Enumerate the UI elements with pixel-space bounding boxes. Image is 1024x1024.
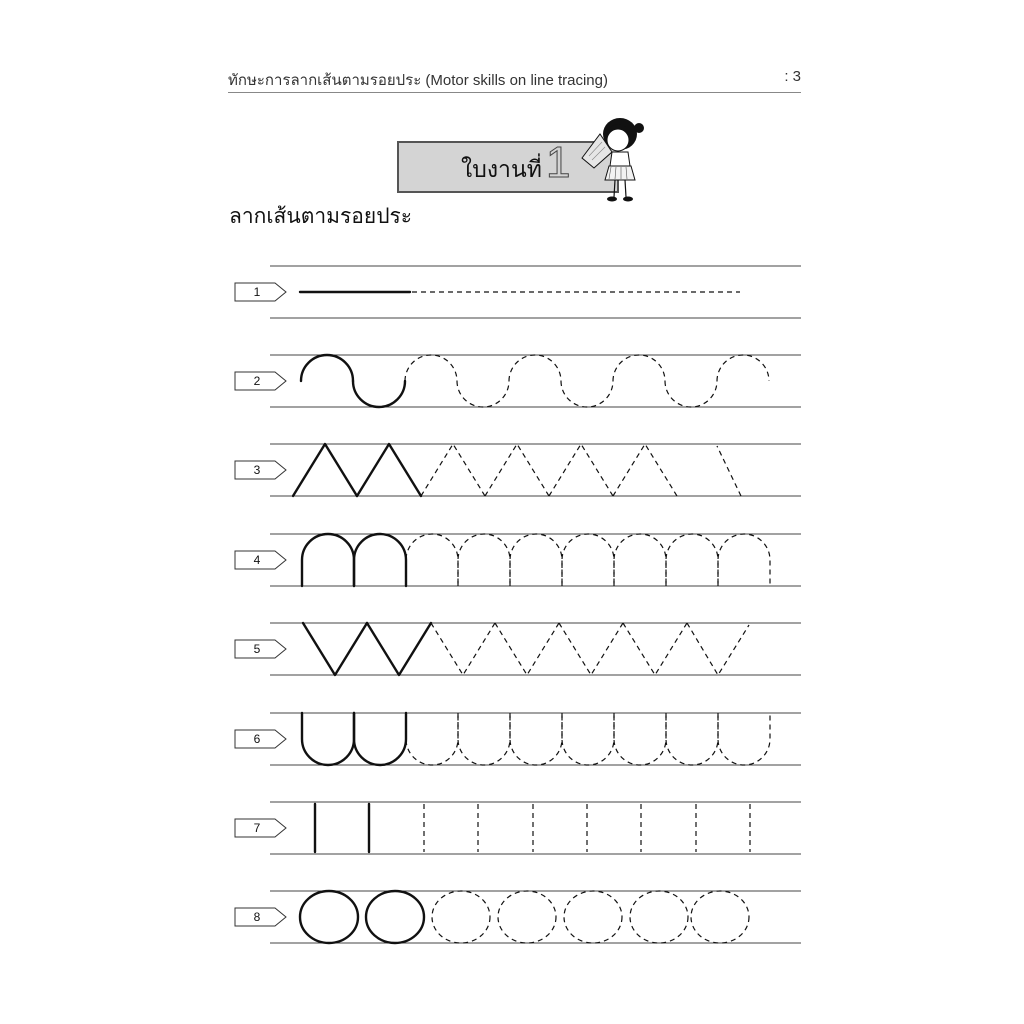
instruction-text: ลากเส้นตามรอยประ: [229, 204, 413, 228]
row-3-label: 3: [253, 463, 261, 477]
row-3-peak: [293, 444, 357, 496]
row-7-label: 7: [253, 821, 261, 835]
row-5-label-tag: [235, 640, 286, 658]
row-3-label-tag: [235, 461, 286, 479]
row-1-label: 1: [253, 285, 261, 299]
row-6-cup: [614, 713, 666, 765]
row-2-wave-segment: [301, 355, 353, 381]
row-2-label-tag: [235, 372, 286, 390]
row-2-wave-segment: [405, 355, 457, 381]
row-4-label: 4: [253, 553, 261, 567]
header-title-th: ทักษะการลากเส้นตามรอยประ: [228, 72, 422, 89]
row-2-wave-segment: [665, 381, 717, 407]
row-6-cup: [406, 713, 458, 765]
row-8-label-tag: [235, 908, 286, 926]
row-4-arch: [302, 534, 354, 586]
row-2-wave-segment: [613, 355, 665, 381]
row-4-arch: [666, 534, 718, 586]
row-2-wave-segment: [353, 381, 405, 407]
row-6-cup: [666, 713, 718, 765]
row-5-valley: [495, 623, 559, 675]
row-2-wave-segment: [509, 355, 561, 381]
row-6-cup: [302, 713, 354, 765]
row-8-circle: [630, 891, 688, 943]
row-5-valley: [687, 623, 749, 675]
page-number: : 3: [784, 68, 801, 85]
row-8-circle: [300, 891, 358, 943]
row-4-arch: [406, 534, 458, 586]
row-6-cup: [718, 713, 770, 765]
worksheet-number: 1: [546, 138, 571, 187]
row-5-valley: [559, 623, 623, 675]
row-6-label-tag: [235, 730, 286, 748]
row-3-peak: [485, 444, 549, 496]
row-6-cup: [354, 713, 406, 765]
row-4-arch: [614, 534, 666, 586]
row-3-peak: [421, 444, 485, 496]
row-8-circle: [432, 891, 490, 943]
row-4-arch: [562, 534, 614, 586]
row-2-wave-segment: [717, 355, 769, 381]
row-3-peak: [717, 446, 741, 496]
row-5-valley: [367, 623, 431, 675]
row-5-valley: [431, 623, 495, 675]
row-2-wave-segment: [561, 381, 613, 407]
worksheet-title: ใบงานที่: [461, 157, 542, 183]
row-8-circle: [498, 891, 556, 943]
row-6-cup: [510, 713, 562, 765]
row-3-peak: [549, 444, 613, 496]
row-8-circle: [691, 891, 749, 943]
row-5-label: 5: [253, 642, 261, 656]
row-8-label: 8: [253, 910, 261, 924]
row-7-label-tag: [235, 819, 286, 837]
row-3-peak: [613, 444, 677, 496]
row-4-label-tag: [235, 551, 286, 569]
row-2-wave-segment: [457, 381, 509, 407]
row-6-label: 6: [253, 732, 261, 746]
row-6-cup: [458, 713, 510, 765]
row-4-arch: [510, 534, 562, 586]
row-2-label: 2: [253, 374, 261, 388]
row-5-valley: [623, 623, 687, 675]
row-8-circle: [366, 891, 424, 943]
row-4-arch: [458, 534, 510, 586]
row-1-label-tag: [235, 283, 286, 301]
row-4-arch: [718, 534, 770, 586]
row-3-peak: [357, 444, 421, 496]
header-title-en: (Motor skills on line tracing): [425, 72, 608, 89]
row-4-arch: [354, 534, 406, 586]
row-6-cup: [562, 713, 614, 765]
row-8-circle: [564, 891, 622, 943]
row-5-valley: [303, 623, 367, 675]
